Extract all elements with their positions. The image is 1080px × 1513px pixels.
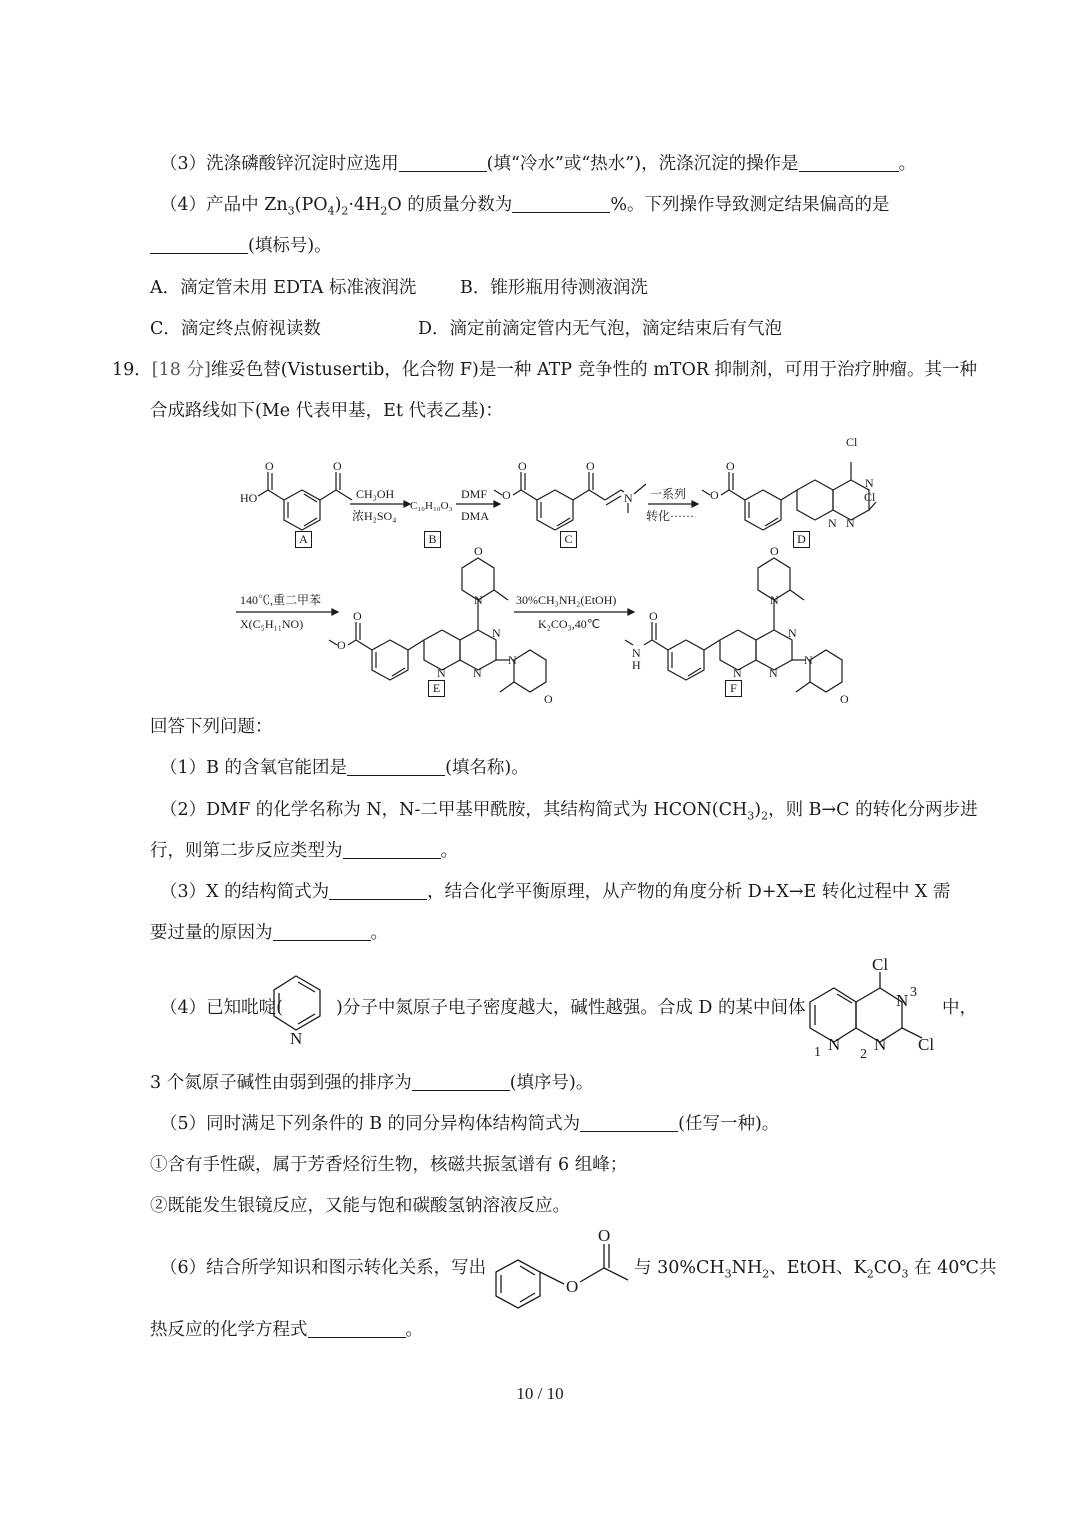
svg-text:2: 2 — [860, 1047, 867, 1062]
answer-heading: 回答下列问题： — [150, 717, 273, 737]
label-b: B — [424, 531, 441, 548]
svg-text:DMA: DMA — [461, 509, 490, 523]
answer-blank[interactable] — [308, 1319, 406, 1338]
synthesis-scheme — [0, 0, 1080, 724]
q19-sub2: （2）DMF 的化学名称为 N，N-二甲基甲酰胺，其结构简式为 $HCON(CH_3)_2$，则 B→C 的转化分两步进 — [160, 800, 978, 823]
svg-text:O: O — [353, 609, 362, 623]
q18-option-d: D．滴定前滴定管内无气泡，滴定结束后有气泡 — [418, 319, 783, 339]
svg-text:CH₃OH: CH₃OH — [356, 487, 395, 501]
label-e: E — [428, 680, 445, 697]
label-a: A — [295, 531, 312, 548]
svg-text:140℃,重二甲苯: 140℃,重二甲苯 — [240, 593, 322, 607]
svg-text:O: O — [502, 488, 511, 502]
q19-sub5: （5）同时满足下列条件的 B 的同分异构体结构简式为 (任写一种)。 — [160, 1114, 780, 1134]
svg-text:O: O — [337, 638, 346, 652]
q19-sub6-b: 与 $30\%CH_3NH_2$、EtOH、$K_2CO_3$ 在 40℃共 — [634, 1258, 997, 1281]
svg-text:N: N — [788, 626, 797, 640]
svg-text:O: O — [770, 544, 779, 558]
q19-sub3: （3）X 的结构简式为 ，结合化学平衡原理，从产物的角度分析 D+X→E 转化过程中 X 需 — [160, 882, 951, 902]
svg-text:N: N — [508, 653, 517, 667]
q19-sub6-cont: 热反应的化学方程式 。 — [150, 1320, 423, 1340]
answer-blank[interactable] — [580, 1113, 678, 1132]
q18-option-a: A．滴定管未用 EDTA 标准液润洗 — [150, 278, 417, 298]
answer-blank[interactable] — [347, 757, 445, 776]
score-badge: [18 分] — [151, 360, 211, 380]
label-c: C — [560, 531, 577, 548]
svg-text:N: N — [624, 491, 633, 505]
svg-text:Cl: Cl — [872, 955, 889, 974]
svg-text:一系列: 一系列 — [650, 487, 687, 501]
svg-text:N: N — [804, 653, 813, 667]
svg-text:N: N — [632, 646, 641, 660]
svg-text:N: N — [733, 666, 742, 680]
svg-text:O: O — [544, 692, 553, 706]
svg-text:N: N — [874, 1035, 887, 1054]
compound-d-structure — [702, 435, 876, 530]
svg-text:N: N — [473, 666, 482, 680]
svg-text:转化······: 转化······ — [646, 509, 694, 523]
svg-text:N: N — [896, 991, 909, 1010]
svg-text:O: O — [710, 488, 719, 502]
compound-c-structure — [494, 459, 646, 530]
svg-text:O: O — [726, 459, 735, 473]
svg-text:O: O — [598, 1226, 611, 1245]
intermediate-structure — [800, 950, 950, 1069]
label-f: F — [725, 680, 742, 697]
question-number: 19． — [112, 360, 152, 380]
svg-text:O: O — [566, 1277, 579, 1296]
q18-option-c: C．滴定终点俯视读数 — [150, 319, 321, 339]
svg-text:30%CH₃NH₂(EtOH): 30%CH₃NH₂(EtOH) — [516, 593, 617, 607]
q19-sub6-a: （6）结合所学知识和图示转化关系，写出 — [160, 1258, 487, 1278]
q19-intro: 19．[18 分]维妥色替(Vistusertib，化合物 F)是一种 ATP 竞争性的 mTOR 抑制剂，可用于治疗肿瘤。其一种 — [112, 360, 978, 380]
svg-text:N: N — [290, 1029, 303, 1048]
svg-text:X(C₅H₁₁NO): X(C₅H₁₁NO) — [240, 617, 304, 631]
svg-text:N: N — [828, 1035, 841, 1054]
svg-text:N: N — [828, 516, 837, 530]
q19-sub1: （1）B 的含氧官能团是 (填名称)。 — [160, 758, 529, 778]
svg-text:N: N — [492, 626, 501, 640]
svg-text:N: N — [770, 593, 779, 607]
phenyl-acetate-structure — [492, 1226, 637, 1315]
svg-text:H: H — [632, 658, 641, 672]
q19-sub4-c: 中， — [942, 998, 977, 1018]
svg-text:Cl: Cl — [864, 490, 876, 504]
label-d: D — [793, 531, 810, 548]
q18-part4: （4）产品中 $Zn_3(PO_4)_2\cdot 4H_2O$ 的质量分数为 %。下列操作导致测定结果偏高的是 — [160, 195, 890, 218]
q19-sub4-b: )分子中氮原子电子密度越大，碱性越强。合成 D 的某中间体 — [336, 998, 806, 1018]
svg-text:O: O — [586, 459, 595, 473]
q19-sub5-cond1: ①含有手性碳，属于芳香烃衍生物，核磁共振氢谱有 6 组峰； — [150, 1155, 628, 1175]
page-number: 10 / 10 — [516, 1384, 564, 1403]
svg-text:N: N — [474, 593, 483, 607]
answer-blank[interactable] — [329, 881, 427, 900]
svg-text:K₂CO₃,40℃: K₂CO₃,40℃ — [538, 617, 601, 631]
svg-text:HO: HO — [240, 491, 258, 505]
svg-text:O: O — [649, 609, 658, 623]
q19-sub4-cont: 3 个氮原子碱性由弱到强的排序为 (填序号)。 — [150, 1073, 594, 1093]
answer-blank[interactable] — [412, 1072, 510, 1091]
answer-blank[interactable] — [343, 840, 441, 859]
answer-blank[interactable] — [273, 922, 371, 941]
q19-sub5-cond2: ②既能发生银镜反应，又能与饱和碳酸氢钠溶液反应。 — [150, 1196, 570, 1216]
svg-text:Cl: Cl — [846, 435, 858, 449]
svg-text:O: O — [840, 692, 849, 706]
svg-text:N: N — [865, 476, 874, 490]
svg-text:O: O — [518, 459, 527, 473]
svg-text:1: 1 — [814, 1045, 821, 1060]
svg-text:O: O — [265, 459, 274, 473]
svg-text:浓H₂SO₄: 浓H₂SO₄ — [352, 509, 397, 523]
svg-text:N: N — [846, 516, 855, 530]
svg-text:N: N — [769, 666, 778, 680]
svg-text:3: 3 — [910, 985, 917, 1000]
compound-a-structure — [240, 459, 352, 530]
svg-text:Cl: Cl — [918, 1035, 935, 1054]
svg-text:N: N — [437, 666, 446, 680]
q18-part3: （3）洗涤磷酸锌沉淀时应选用 (填“冷水”或“热水”)，洗涤沉淀的操作是 。 — [160, 154, 917, 174]
q18-part4-cont: (填标号)。 — [150, 234, 332, 258]
svg-text:DMF: DMF — [461, 487, 488, 501]
q19-sub2-cont: 行，则第二步反应类型为 。 — [150, 841, 458, 861]
svg-text:O: O — [474, 544, 483, 558]
svg-text:O: O — [333, 459, 342, 473]
pyridine-structure — [266, 968, 336, 1052]
q19-sub4-a: （4）已知吡啶( — [160, 998, 283, 1018]
q19-intro-cont: 合成路线如下(Me 代表甲基，Et 代表乙基)： — [150, 401, 503, 421]
q19-sub3-cont: 要过量的原因为 。 — [150, 923, 388, 943]
q18-option-b: B．锥形瓶用待测液润洗 — [460, 278, 648, 298]
svg-text:C₁₀H₁₀O₃: C₁₀H₁₀O₃ — [410, 500, 453, 512]
